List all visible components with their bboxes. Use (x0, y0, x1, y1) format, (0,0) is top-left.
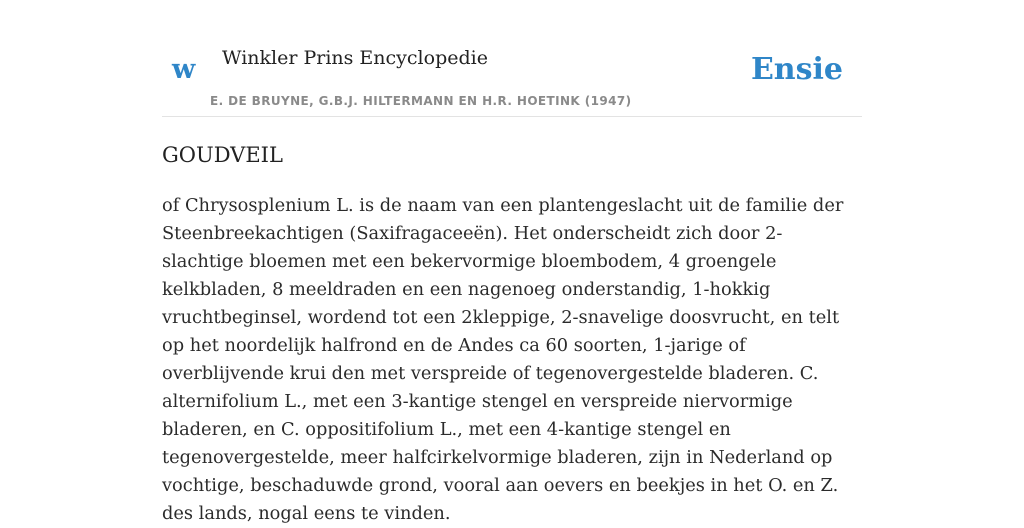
header (162, 0, 862, 117)
encyclopedia-title[interactable]: Winkler Prins Encyclopedie (222, 47, 488, 69)
winkler-prins-logo[interactable]: w (172, 54, 196, 85)
ensie-logo[interactable]: Ensie (750, 52, 843, 87)
encyclopedia-authors: E. DE BRUYNE, G.B.J. HILTERMANN EN H.R. HOETINK (1947) (210, 94, 632, 108)
entry-body: of Chrysosplenium L. is de naam van een plantengeslacht uit de familie der Steenbreekachtigen (Saxifragaceeën). Het onderscheidt zich door 2-slachtige bloemen met een bekervormige bloembodem, 4 groengele kelkbladen, 8 meeldraden en een nagenoeg onderstandig, 1-hokkig vruchtbeginsel, wordend tot een 2kleppige, 2-snavelige doosvrucht, en telt op het noordelijk halfrond en de Andes ca 60 soorten, 1-jarige of overblijvende krui den met verspreide of tegenovergestelde bladeren. C. alternifolium L., met een 3-kantige stengel en verspreide niervormige bladeren, en C. oppositifolium L., met een 4-kantige stengel en tegenovergestelde, meer halfcirkelvormige bladeren, zijn in Nederland op vochtige, beschaduwde grond, vooral aan oevers en beekjes in het O. en Z. des lands, nogal eens te vinden. (162, 195, 844, 524)
entry-title: GOUDVEIL (162, 143, 283, 167)
